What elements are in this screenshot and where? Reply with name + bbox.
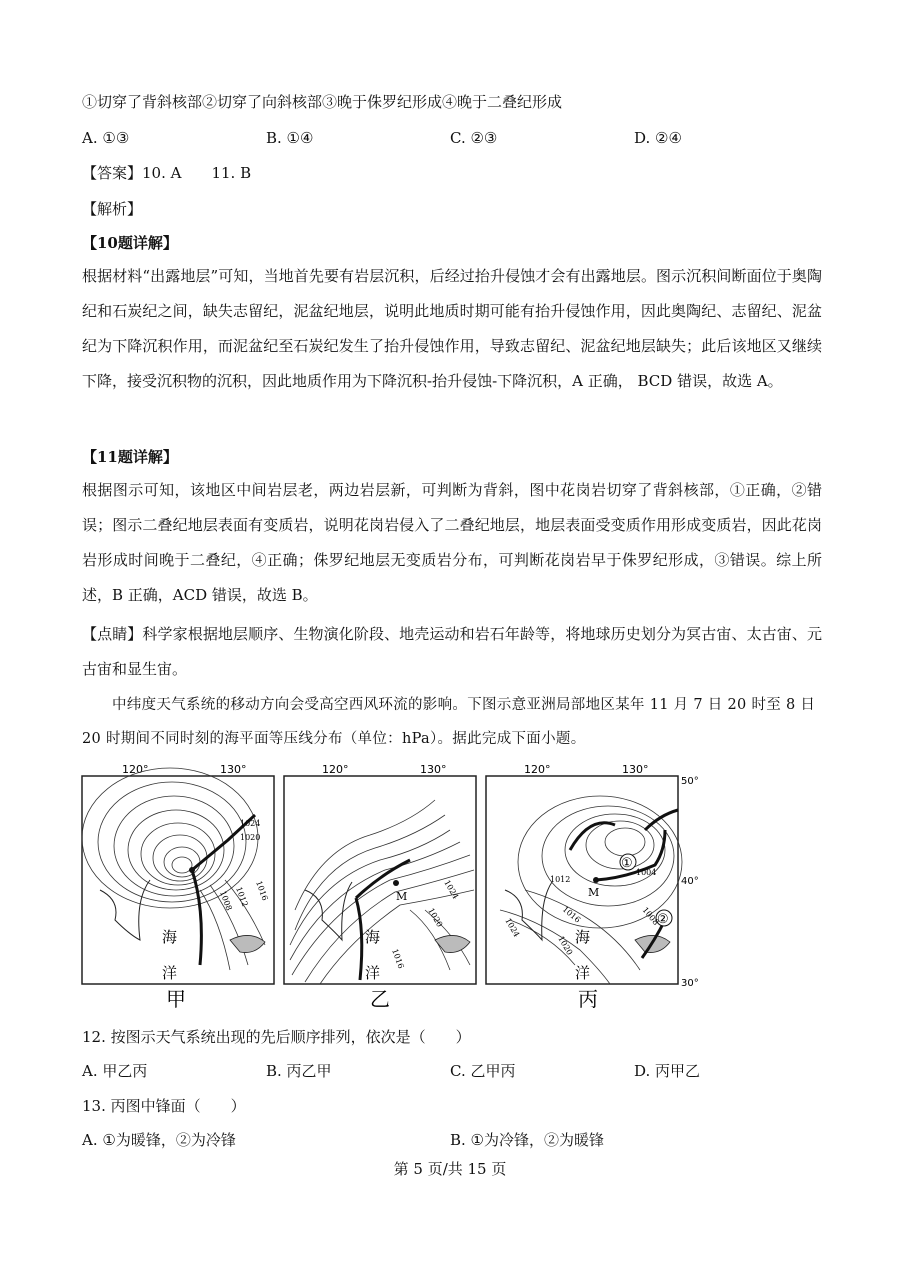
panel-label-jia: 甲 [166, 987, 186, 1011]
front-label-1: ① [621, 856, 633, 871]
lat-label-40: 40° [681, 876, 699, 887]
lon-label-120: 120° [122, 763, 149, 776]
q13-option-a: A. ①为暖锋，②为冷锋 [82, 1131, 236, 1149]
tip-paragraph: 【点睛】科学家根据地层顺序、生物演化阶段、地壳运动和岩石年龄等，将地球历史划分为冥古宙、太古宙、元古宙和显生宙。 [82, 625, 822, 678]
q11-detail: 根据图示可知，该地区中间岩层老，两边岩层新，可判断为背斜，图中花岗岩切穿了背斜核部，①正确，②错误；图示二叠纪地层表面有变质岩，说明花岗岩侵入了二叠纪地层，地层表面受变质作用形成变质岩，因此花岗岩形成时间晚于二叠纪，④正确；侏罗纪地层无变质岩分布，可判断花岗岩早于侏罗纪形成，③错误。综上所述，B 正确，ACD 错误，故选 B。 [82, 481, 822, 604]
isobar-label: 1016 [560, 904, 583, 925]
ocean-label: 洋 [162, 964, 178, 982]
isobar-label: 1008 [640, 905, 661, 927]
low-center-label: M [588, 886, 600, 899]
q12-option-d: D. 丙甲乙 [634, 1062, 701, 1080]
low-center-label: M [396, 890, 408, 903]
q13-stem: 13. 丙图中锋面（ ） [82, 1097, 246, 1115]
q11-option-c: C. ②③ [450, 129, 498, 147]
isobar-label: 1004 [636, 868, 657, 877]
isobar-label: 1012 [550, 875, 571, 884]
isobar-label: 1024 [442, 878, 461, 901]
q11-detail-label: 【11题详解】 [82, 448, 178, 466]
page-footer: 第 5 页/共 15 页 [393, 1160, 507, 1178]
isobar-label: 1016 [390, 947, 406, 970]
sea-label: 海 [162, 928, 178, 946]
isobar-label: 1024 [240, 819, 261, 828]
ocean-label: 洋 [575, 964, 591, 982]
q13-option-b: B. ①为冷锋，②为暖锋 [450, 1131, 605, 1149]
q11-statements: ①切穿了背斜核部②切穿了向斜核部③晚于侏罗纪形成④晚于二叠纪形成 [82, 93, 563, 111]
lon-label-130: 130° [622, 763, 649, 776]
sea-label: 海 [365, 928, 381, 946]
lon-label-130: 130° [220, 763, 247, 776]
lon-label-130: 130° [420, 763, 447, 776]
lon-label-120: 120° [322, 763, 349, 776]
isobar-label: 1020 [426, 906, 445, 929]
map-panel-jia [82, 763, 274, 1011]
lat-label-30: 30° [681, 978, 699, 989]
answer-line: 【答案】10. A 11. B [82, 164, 252, 182]
panel-label-bing: 丙 [578, 987, 598, 1011]
isobar-label: 1016 [254, 879, 270, 902]
q12-option-c: C. 乙甲丙 [450, 1062, 516, 1080]
question-intro: 中纬度天气系统的移动方向会受高空西风环流的影响。下图示意亚洲局部地区某年 11 月 7 日 20 时至 8 日 20 时期间不同时刻的海平面等压线分布（单位：hPa）。据此完成下面小题。 [82, 697, 816, 747]
isobar-label: 1008 [218, 889, 234, 912]
map-panel-bing [486, 763, 699, 1011]
analysis-label: 【解析】 [82, 200, 143, 218]
isobar-label: 1020 [240, 833, 261, 842]
front-label-2: ② [657, 912, 669, 927]
isobar-label: 1012 [234, 885, 250, 908]
map-panel-yi [284, 763, 476, 1011]
q10-detail-label: 【10题详解】 [82, 234, 178, 252]
isobar-label: 1020 [556, 934, 575, 957]
lat-label-50: 50° [681, 776, 699, 787]
panel-label-yi: 乙 [370, 987, 390, 1011]
sea-label: 海 [575, 928, 591, 946]
q11-option-b: B. ①④ [266, 129, 314, 147]
q10-detail: 根据材料“出露地层”可知，当地首先要有岩层沉积，后经过抬升侵蚀才会有出露地层。图示沉积间断面位于奥陶纪和石炭纪之间，缺失志留纪，泥盆纪地层，说明此地质时期可能有抬升侵蚀作用，因此奥陶纪、志留纪、泥盆纪为下降沉积作用，而泥盆纪至石炭纪发生了抬升侵蚀作用，导致志留纪、泥盆纪地层缺失；此后该地区又继续下降，接受沉积物的沉积，因此地质作用为下降沉积-抬升侵蚀-下降沉积，A 正确， BCD 错误，故选 A。 [82, 267, 822, 390]
q11-option-d: D. ②④ [634, 129, 682, 147]
ocean-label: 洋 [365, 964, 381, 982]
isobar-label: 1024 [503, 916, 522, 939]
q11-option-a: A. ①③ [82, 129, 130, 147]
q12-option-b: B. 丙乙甲 [266, 1062, 332, 1080]
q12-stem: 12. 按图示天气系统出现的先后顺序排列，依次是（ ） [82, 1028, 471, 1046]
lon-label-120: 120° [524, 763, 551, 776]
q12-option-a: A. 甲乙丙 [82, 1062, 148, 1080]
isobar-maps [80, 763, 720, 1011]
